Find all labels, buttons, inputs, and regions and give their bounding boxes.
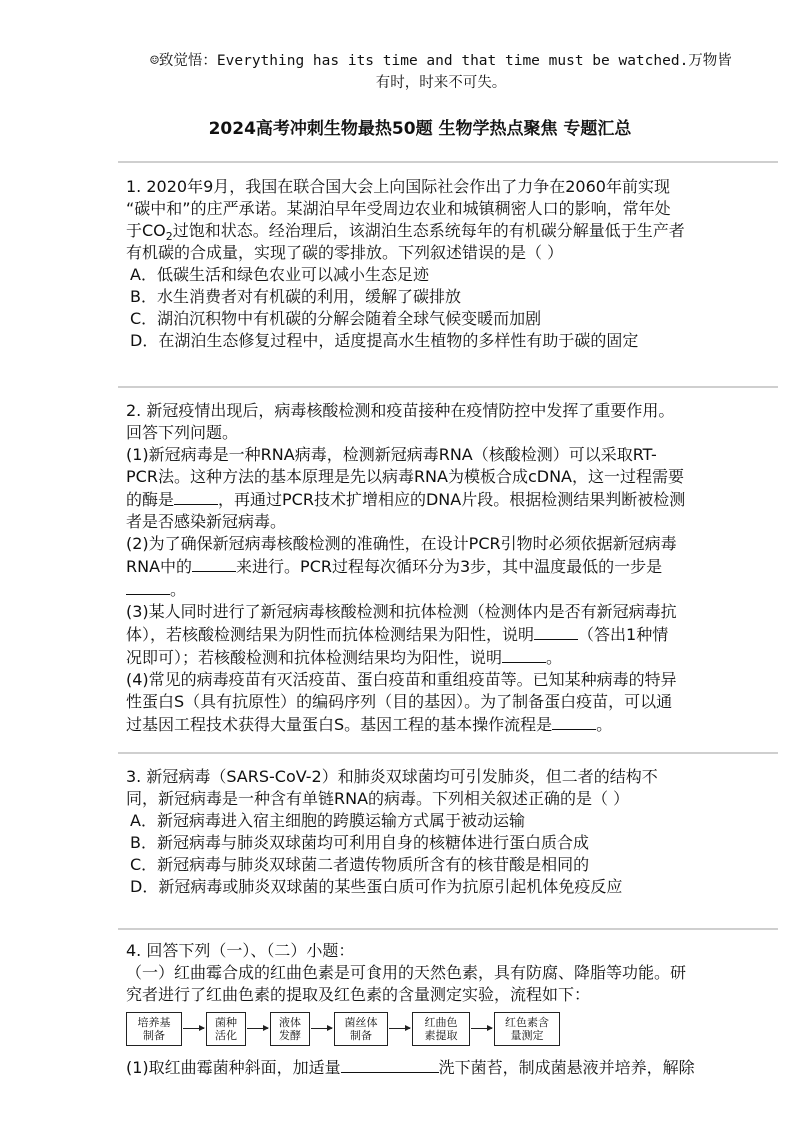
question-2-part-3: 况即可）；若核酸检测和抗体检测结果均为阳性，说明 。 (126, 648, 563, 667)
question-2-part-2: 。 (126, 578, 758, 601)
motto-line-1: ☺致觉悟：Everything has its time and that time must be watched.万物皆 (150, 53, 732, 69)
question-3 (126, 766, 758, 898)
question-2 (126, 400, 758, 736)
flow-arrow-icon (311, 1028, 332, 1029)
question-1 (126, 176, 758, 352)
flow-step-medium-preparation: 培养基 制备 (126, 1012, 182, 1046)
motto-line-2: 有时，时来不可失。 (375, 75, 507, 91)
answer-blank (192, 555, 236, 572)
answer-blank (534, 623, 578, 640)
answer-blank (174, 488, 218, 505)
flow-step-liquid-fermentation: 液体 发酵 (270, 1012, 310, 1046)
flow-step-content-measurement: 红色素含 量测定 (494, 1012, 560, 1046)
question-3-stem: 同，新冠病毒是一种含有单链RNA的病毒。下列相关叙述正确的是（ ） (126, 789, 630, 808)
question-3-stem: 3. 新冠病毒（SARS-CoV-2）和肺炎双球菌均可引发肺炎，但二者的结构不 (126, 767, 658, 786)
option-b: B．新冠病毒与肺炎双球菌均可利用自身的核糖体进行蛋白质合成 (130, 833, 589, 852)
flow-arrow-icon (389, 1028, 410, 1029)
document-title: 2024高考冲刺生物最热50题 生物学热点聚焦 专题汇总 (208, 119, 632, 139)
answer-blank (341, 1056, 439, 1073)
question-4-part-1: (1)取红曲霉菌种斜面，加适量 洗下菌苔，制成菌悬液并培养，解除 (126, 1058, 695, 1077)
question-1-stem: 有机碳的合成量，实现了碳的零排放。下列叙述错误的是（ ） (126, 243, 564, 262)
answer-blank (126, 578, 170, 595)
question-4-stem: 4. 回答下列（一）、（二）小题： (126, 941, 355, 960)
option-a: A．新冠病毒进入宿主细胞的跨膜运输方式属于被动运输 (130, 811, 525, 830)
process-flowchart (126, 1010, 686, 1050)
option-c: C．新冠病毒与肺炎双球菌二者遗传物质所含有的核苷酸是相同的 (130, 855, 590, 874)
question-2-part-4: 性蛋白S（具有抗原性）的编码序列（目的基因）。为了制备蛋白疫苗，可以通 (126, 692, 673, 711)
flow-arrow-icon (183, 1028, 204, 1029)
question-2-stem: 回答下列问题。 (126, 423, 239, 442)
question-2-part-2: RNA中的 来进行。PCR过程每次循环分为3步，其中温度最低的一步是 (126, 557, 663, 576)
flow-arrow-icon (247, 1028, 268, 1029)
flow-step-mycelium-preparation: 菌丝体 制备 (334, 1012, 388, 1046)
flow-arrow-icon (471, 1028, 492, 1029)
answer-blank (552, 713, 596, 730)
question-1-stem: 1. 2020年9月，我国在联合国大会上向国际社会作出了力争在2060年前实现 (126, 177, 670, 196)
question-2-part-1: (1)新冠病毒是一种RNA病毒，检测新冠病毒RNA（核酸检测）可以采取RT- (126, 445, 657, 464)
question-2-part-1: PCR法。这种方法的基本原理是先以病毒RNA为模板合成cDNA，这一过程需要 (126, 467, 685, 486)
question-2-part-4: 过基因工程技术获得大量蛋白S。基因工程的基本操作流程是 。 (126, 715, 613, 734)
option-d: D．在湖泊生态修复过程中，适度提高水生植物的多样性有助于碳的固定 (130, 331, 639, 350)
option-b: B．水生消费者对有机碳的利用，缓解了碳排放 (130, 287, 461, 306)
answer-blank (502, 646, 546, 663)
flow-step-strain-activation: 菌种 活化 (206, 1012, 246, 1046)
divider (118, 386, 778, 388)
option-a: A．低碳生活和绿色农业可以减小生态足迹 (130, 265, 429, 284)
motto (126, 50, 756, 94)
divider (118, 752, 778, 754)
question-2-part-3: (3)某人同时进行了新冠病毒核酸检测和抗体检测（检测体内是否有新冠病毒抗 (126, 602, 677, 621)
option-c: C．湖泊沉积物中有机碳的分解会随着全球气候变暖而加剧 (130, 309, 542, 328)
question-2-part-3: 体），若核酸检测结果为阴性而抗体检测结果为阳性，说明 （答出1种情 (126, 625, 669, 644)
question-4 (126, 940, 758, 1006)
question-4-stem: （一）红曲霉合成的红曲色素是可食用的天然色素，具有防腐、降脂等功能。研 (126, 963, 687, 982)
question-4-stem: 究者进行了红曲色素的提取及红色素的含量测定实验，流程如下： (126, 985, 591, 1004)
question-1-stem: 于$CO_2$过饱和状态。经治理后，该湖泊生态系统每年的有机碳分解量低于生产者 (126, 221, 685, 244)
option-d: D．新冠病毒或肺炎双球菌的某些蛋白质可作为抗原引起机体免疫反应 (130, 877, 623, 896)
question-2-part-1: 者是否感染新冠病毒。 (126, 512, 287, 531)
question-2-part-4: (4)常见的病毒疫苗有灭活疫苗、蛋白疫苗和重组疫苗等。已知某种病毒的特异 (126, 670, 677, 689)
question-2-stem: 2. 新冠疫情出现后，病毒核酸检测和疫苗接种在疫情防控中发挥了重要作用。 (126, 401, 675, 420)
divider (118, 161, 778, 163)
question-2-part-1: 的酶是 ，再通过PCR技术扩增相应的DNA片段。根据检测结果判断被检测 (126, 490, 686, 509)
question-2-part-2: (2)为了确保新冠病毒核酸检测的准确性，在设计PCR引物时必须依据新冠病毒 (126, 534, 677, 553)
divider (118, 928, 778, 930)
question-1-stem: “碳中和”的庄严承诺。某湖泊早年受周边农业和城镇稠密人口的影响，常年处 (126, 199, 671, 218)
flow-step-pigment-extraction: 红曲色 素提取 (412, 1012, 470, 1046)
